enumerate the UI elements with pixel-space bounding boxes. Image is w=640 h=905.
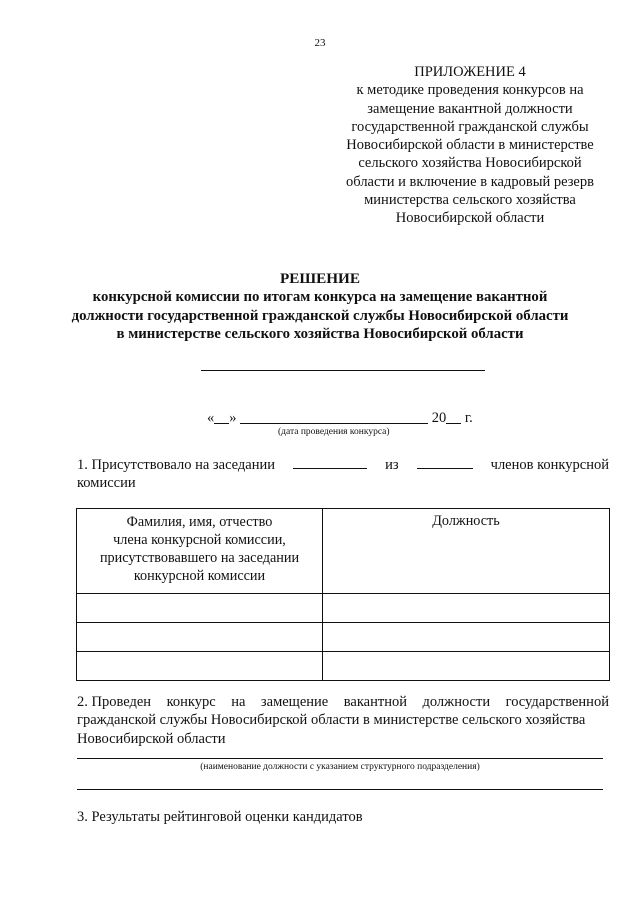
header-line: члена конкурсной комиссии, xyxy=(113,532,286,548)
word: государственной xyxy=(505,694,609,710)
header-line: конкурсной комиссии xyxy=(133,568,266,584)
table-header-row xyxy=(77,509,610,594)
section-1-line-2: комиссии xyxy=(77,475,136,492)
year-prefix: 20 xyxy=(431,410,447,426)
word: должности xyxy=(422,694,491,710)
decision-subtitle-line: в министерстве сельского хозяйства Новосибирской области xyxy=(116,325,524,342)
decision-subtitle-line: должности государственной гражданской службы Новосибирской области xyxy=(71,307,569,324)
section-2-line-2: гражданской службы Новосибирской области в министерстве сельского хозяйства xyxy=(77,712,586,729)
header-fullname xyxy=(77,509,323,594)
date-caption: (дата проведения конкурса) xyxy=(278,427,390,437)
year-blank[interactable] xyxy=(446,423,461,424)
table-row xyxy=(77,623,610,652)
members-table xyxy=(76,508,610,681)
year-suffix: г. xyxy=(461,410,473,426)
word: на xyxy=(231,694,246,710)
table-cell[interactable] xyxy=(323,623,610,652)
section-2 xyxy=(77,693,609,748)
section-1-part-a: 1. Присутствовало на заседании xyxy=(77,457,276,473)
appendix-line: Новосибирской области xyxy=(395,210,545,227)
header-position: Должность xyxy=(323,509,610,594)
appendix-line: Новосибирской области в министерстве xyxy=(346,137,594,154)
word: вакантной xyxy=(343,694,407,710)
word: замещение xyxy=(260,694,329,710)
table-row xyxy=(77,652,610,681)
header-line: присутствовавшего на заседании xyxy=(99,550,300,566)
section-1-part-b: из xyxy=(385,457,399,473)
decision-title: РЕШЕНИЕ xyxy=(280,270,360,287)
table-cell[interactable] xyxy=(323,652,610,681)
month-blank[interactable] xyxy=(240,423,428,424)
section-2-line-1 xyxy=(77,693,609,711)
section-1-part-c: членов конкурсной xyxy=(490,457,609,473)
date-open-quote: « xyxy=(207,410,215,426)
table-cell[interactable] xyxy=(323,594,610,623)
header-line: Фамилия, имя, отчество xyxy=(126,514,273,530)
appendix-line: области и включение в кадровый резерв xyxy=(346,173,594,190)
word: конкурс xyxy=(166,694,216,710)
table-cell[interactable] xyxy=(77,652,323,681)
appendix-line: министерства сельского хозяйства xyxy=(364,192,576,209)
word: 2. Проведен xyxy=(77,694,152,710)
appendix-header xyxy=(335,63,605,228)
date-close-quote: » xyxy=(229,410,237,426)
appendix-line: государственной гражданской службы xyxy=(351,118,589,135)
position-name-blank[interactable] xyxy=(77,758,603,759)
decision-subtitle-line: конкурсной комиссии по итогам конкурса на замещение вакантной xyxy=(92,289,548,306)
position-name-blank-2[interactable] xyxy=(77,789,603,790)
appendix-line: сельского хозяйства Новосибирской xyxy=(358,155,582,172)
table-cell[interactable] xyxy=(77,594,323,623)
appendix-line: к методике проведения конкурсов на xyxy=(356,82,584,99)
position-name-caption: (наименование должности с указанием структурного подразделения) xyxy=(200,762,480,772)
appendix-line: ПРИЛОЖЕНИЕ 4 xyxy=(414,64,526,80)
table-cell[interactable] xyxy=(77,623,323,652)
total-count-blank[interactable] xyxy=(417,456,473,469)
title-underline xyxy=(201,370,485,371)
section-2-line-3: Новосибирской области xyxy=(77,730,226,747)
appendix-line: замещение вакантной должности xyxy=(367,100,573,117)
section-3: 3. Результаты рейтинговой оценки кандидатов xyxy=(77,809,363,825)
date-field xyxy=(207,410,473,427)
decision-heading xyxy=(0,270,640,343)
section-1 xyxy=(77,456,609,493)
page-number: 23 xyxy=(314,37,326,49)
day-blank[interactable] xyxy=(214,423,229,424)
present-count-blank[interactable] xyxy=(293,456,367,469)
table-row xyxy=(77,594,610,623)
